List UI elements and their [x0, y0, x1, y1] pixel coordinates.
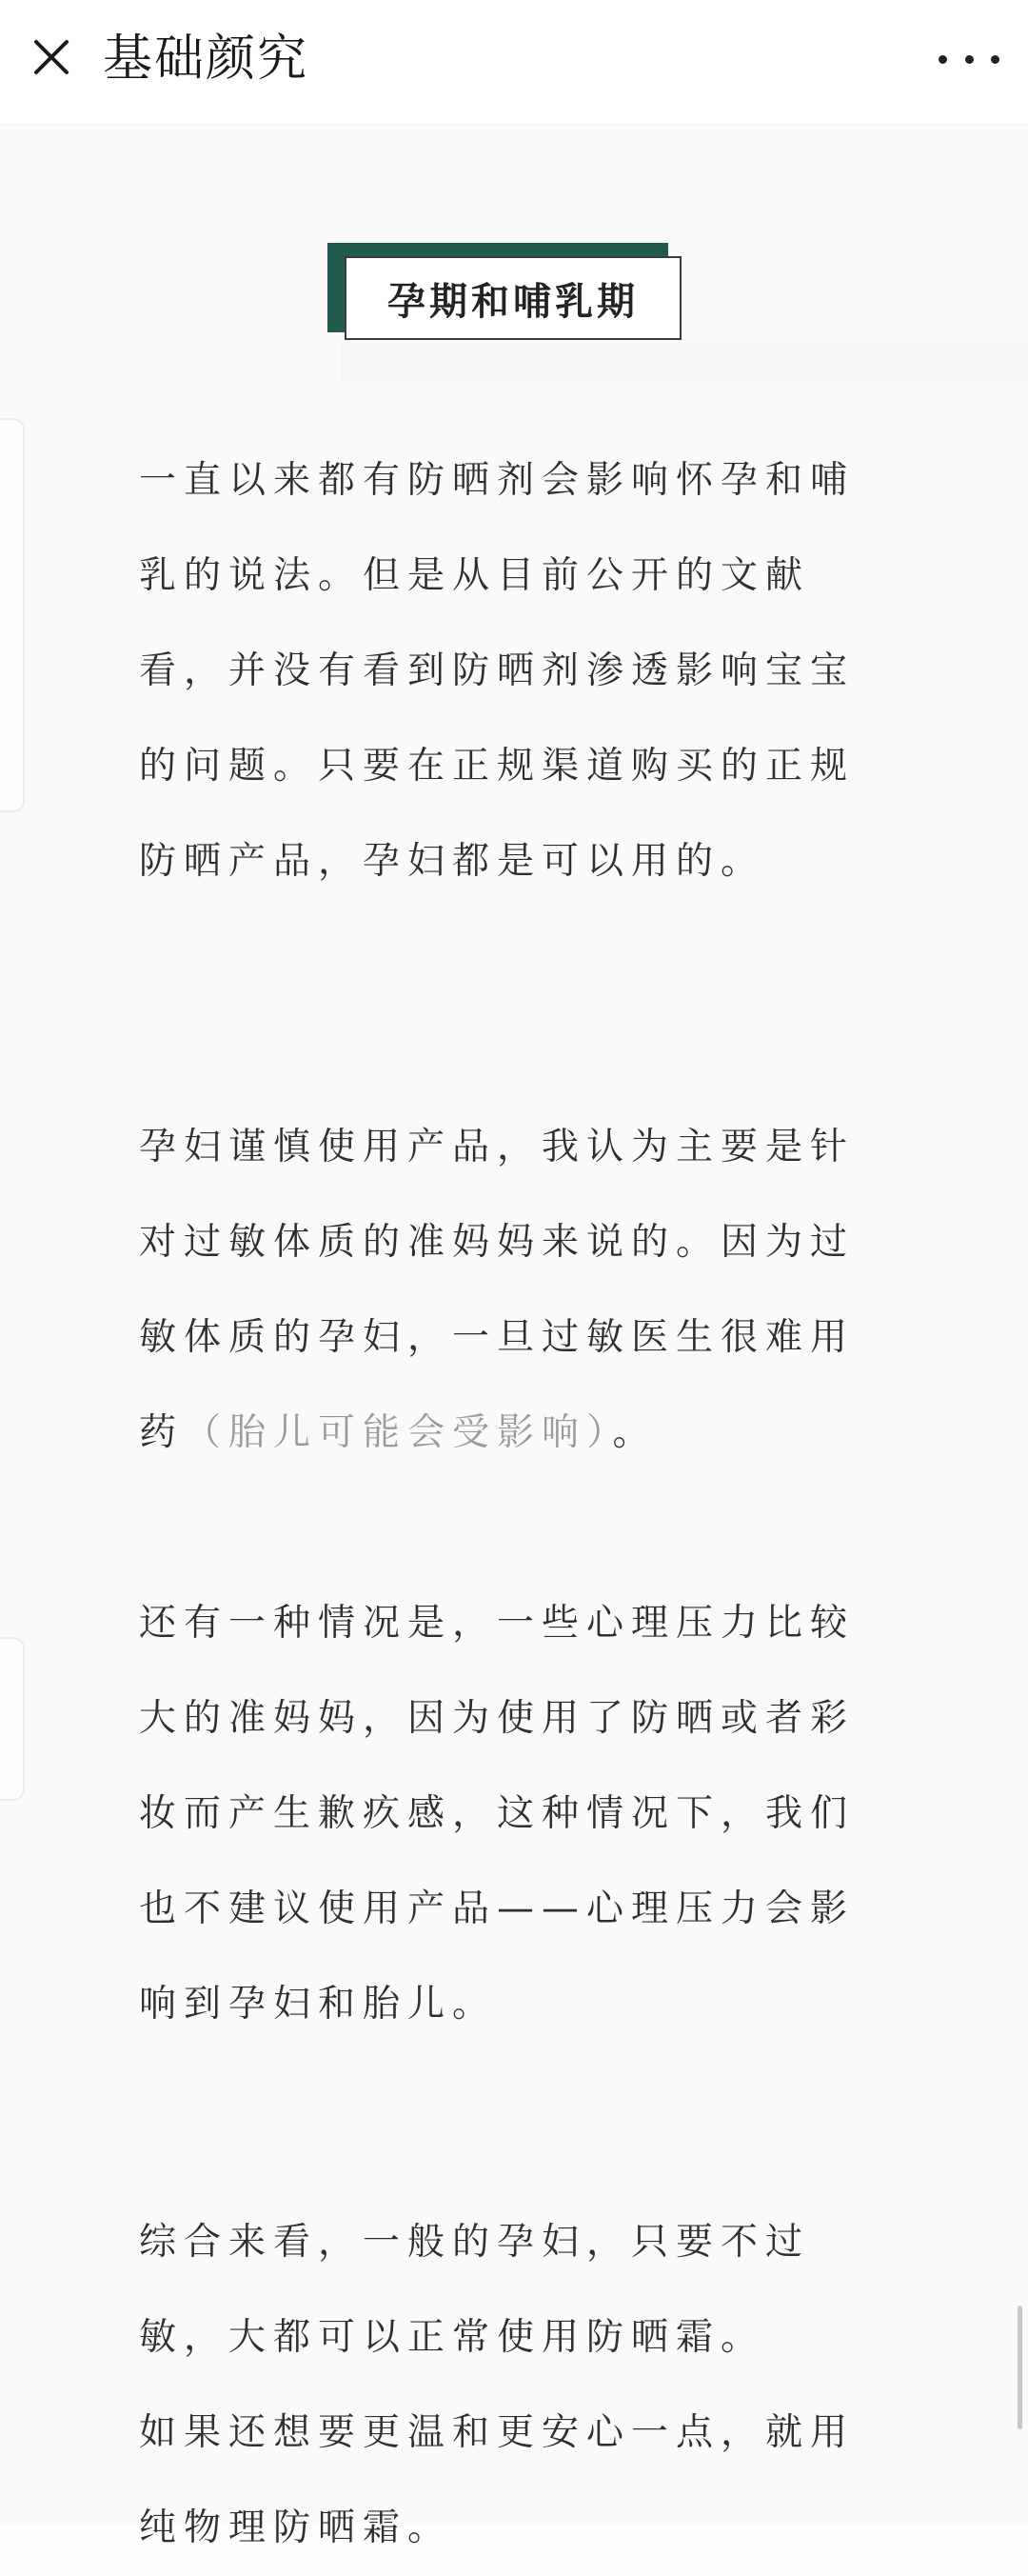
page-title: 基础颜究 — [103, 30, 309, 88]
paragraph-3: 还有一种情况是，一些心理压力比较大的准妈妈，因为使用了防晒或者彩妆而产生歉疚感，这种情况下，我们也不建议使用产品——心理压力会影响到孕妇和胎儿。 — [139, 1602, 856, 2026]
article-body[interactable] — [0, 125, 1028, 2549]
scrollbar-thumb[interactable] — [1018, 2306, 1022, 2429]
close-icon — [30, 36, 72, 78]
paragraph-2-text: 孕妇谨慎使用产品，我认为主要是针对过敏体质的准妈妈来说的。因为过敏体质的孕妇，一旦过敏医生很难用药 — [139, 1126, 856, 1454]
top-bar — [0, 0, 1028, 125]
paragraph-1: 一直以来都有防晒剂会影响怀孕和哺乳的说法。但是从目前公开的文献看，并没有看到防晒剂渗透影响宝宝的问题。只要在正规渠道购买的正规防晒产品，孕妇都是可以用的。 — [139, 459, 856, 883]
paragraph-4: 综合来看，一般的孕妇，只要不过敏，大都可以正常使用防晒霜。 — [139, 2221, 811, 2359]
paragraph-5: 如果还想要更温和更安心一点，就用纯物理防晒霜。 — [139, 2411, 856, 2549]
section-heading — [327, 243, 685, 344]
section-heading-label: 孕期和哺乳期 — [345, 256, 682, 340]
close-button[interactable] — [21, 27, 82, 88]
paragraph-2-end: 。 — [612, 1411, 658, 1454]
more-options-button[interactable] — [939, 32, 999, 86]
paragraph-2 — [139, 1100, 891, 1481]
paragraph-2-note: （胎儿可能会受影响） — [184, 1411, 613, 1454]
more-horizontal-icon — [939, 55, 947, 64]
heading-tint — [341, 344, 1028, 382]
left-edge-card — [0, 1637, 25, 1801]
left-edge-card — [0, 418, 25, 812]
